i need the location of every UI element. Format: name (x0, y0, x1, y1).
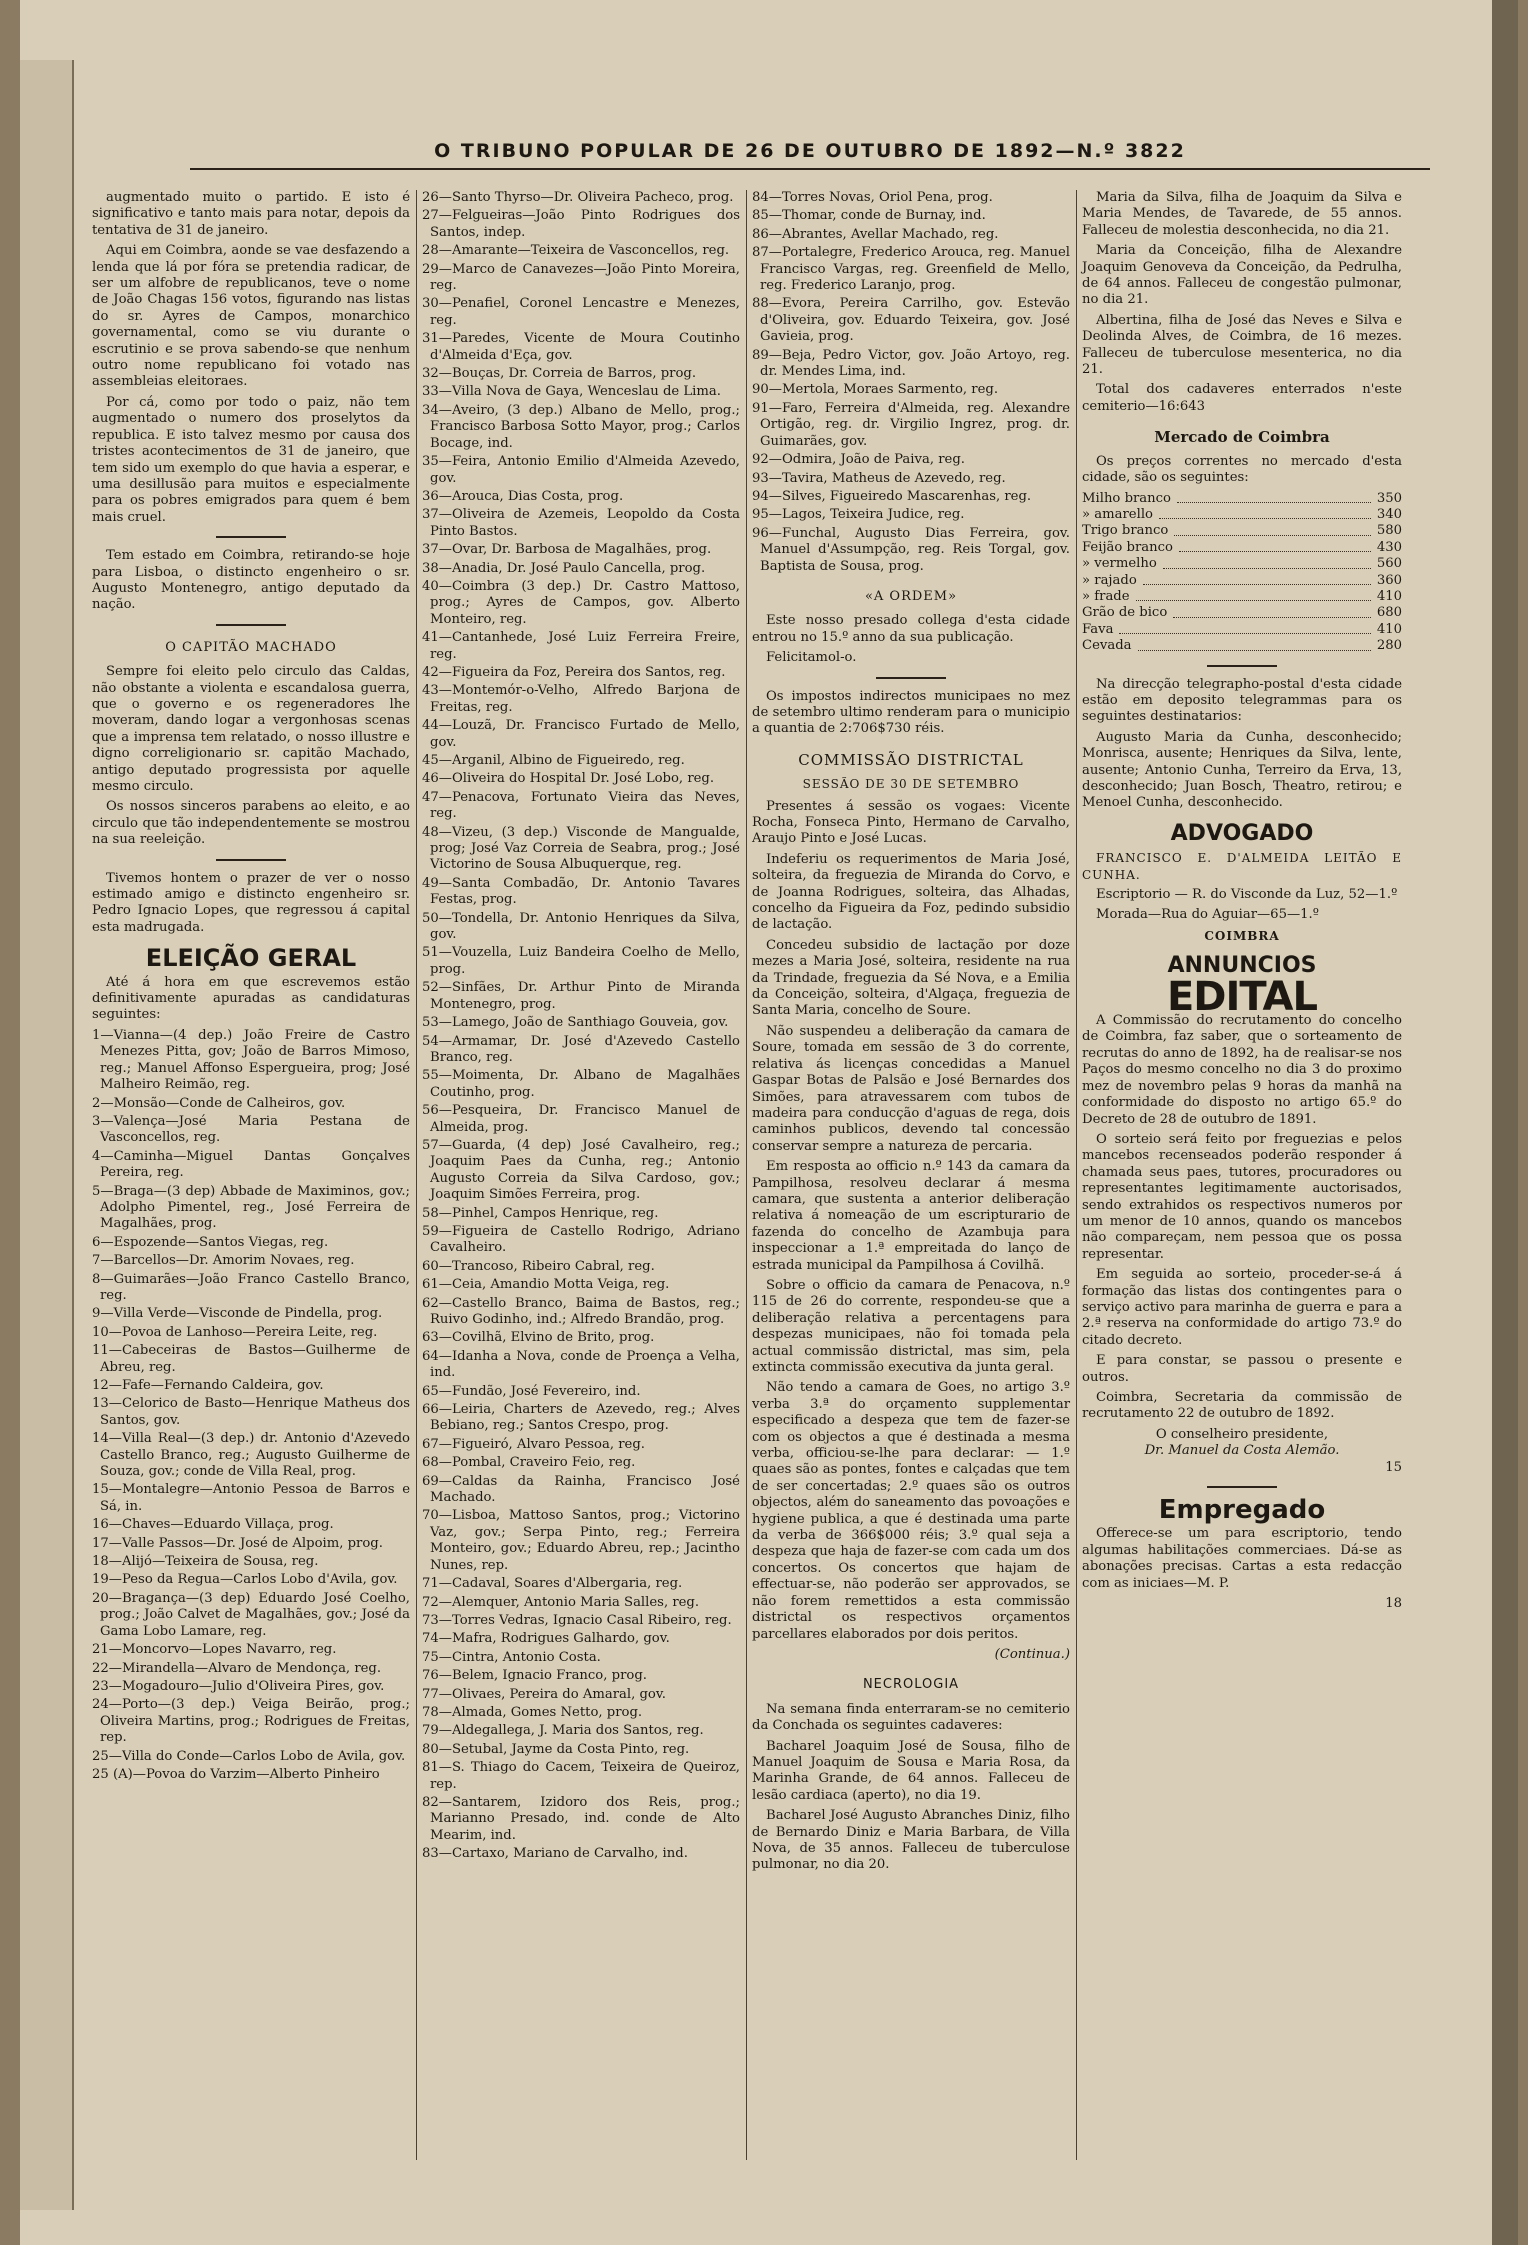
election-entry: 20—Bragança—(3 dep) Eduardo José Coelho, prog.; João Calvet de Magalhães, gov.; José da Gama Lobo Lamare, reg. (92, 1590, 410, 1639)
election-entry: 5—Braga—(3 dep) Abbade de Maximinos, gov.; Adolpho Pimentel, reg., José Ferreira de Magalhães, prog. (92, 1183, 410, 1232)
paragraph: Maria da Silva, filha de Joaquim da Silva e Maria Mendes, de Tavarede, de 55 annos. Falleceu de molestia desconhecida, no dia 21. (1082, 190, 1402, 238)
election-entry: 43—Montemór-o-Velho, Alfredo Barjona de Freitas, reg. (422, 683, 740, 715)
price-item: Milho branco (1082, 490, 1171, 506)
election-entry: 12—Fafe—Fernando Caldeira, gov. (92, 1378, 324, 1393)
election-entry: 73—Torres Vedras, Ignacio Casal Ribeiro, reg. (422, 1612, 732, 1628)
column-4 (1082, 190, 1402, 1612)
dot-leader (1143, 573, 1371, 585)
election-entry: 22—Mirandella—Alvaro de Mendonça, reg. (92, 1660, 382, 1676)
election-entry: 72—Alemquer, Antonio Maria Salles, reg. (422, 1594, 700, 1610)
price-row (1082, 491, 1402, 507)
adjacent-page-edge (20, 60, 74, 2210)
paragraph: Não tendo a camara de Goes, no artigo 3.º verba 3.ª do orçamento supplementar especificado a despeza que tem de fazer-se com os objectos a que é destinada a mesma verba, officiou-se-lhe para declarar: — 1.º quaes são as pontes, fontes e calçadas que tem de ser concertadas; 2.º quaes são os outros objectos, além do saneamento das povoações e hygiene publica, a que é destinada uma parte da verba de 366$000 réis; 3.º qual seja a despeza que haja de fazer-se com cada um dos concertos. Os concertos que hajam de effectuar-se, não poderão ser approvados, se não forem remettidos a esta commissão districtal os respectivos orçamentos parcellares elaborados por dois peritos. (752, 1380, 1070, 1642)
dot-leader (1138, 638, 1371, 650)
election-entry: 46—Oliveira do Hospital Dr. José Lobo, reg. (422, 771, 715, 787)
election-entry: 35—Feira, Antonio Emilio d'Almeida Azevedo, gov. (422, 454, 740, 486)
election-entry: 89—Beja, Pedro Victor, gov. João Artoyo, reg. dr. Mendes Lima, ind. (752, 347, 1070, 380)
masthead: O TRIBUNO POPULAR DE 26 DE OUTUBRO DE 1892—N.º 3822 (190, 140, 1430, 170)
heading-edital: EDITAL (1166, 973, 1318, 1020)
dot-leader (1173, 605, 1371, 617)
dot-leader (1136, 589, 1371, 601)
election-entry: 51—Vouzella, Luiz Bandeira Coelho de Mello, prog. (422, 945, 740, 977)
election-entry: 19—Peso da Regua—Carlos Lobo d'Avila, gov. (92, 1572, 398, 1588)
election-entry: 9—Villa Verde—Visconde de Pindella, prog. (92, 1306, 383, 1322)
election-entry: 56—Pesqueira, Dr. Francisco Manuel de Almeida, prog. (422, 1103, 740, 1135)
paragraph: Augusto Maria da Cunha, desconhecido; Monrisca, ausente; Henriques da Silva, lente, ausente; Antonio Cunha, Terreiro da Erva, 13, desconhecido; Juan Bosch, Theatro, retirou; e Menoel Cunha, desconhecido. (1082, 729, 1402, 811)
election-entry: 32—Bouças, Dr. Correia de Barros, prog. (422, 366, 697, 382)
election-entry: 31—Paredes, Vicente de Moura Coutinho d'Almeida d'Eça, gov. (422, 331, 740, 363)
election-entry: 13—Celorico de Basto—Henrique Matheus dos Santos, gov. (92, 1396, 410, 1428)
election-entry: 54—Armamar, Dr. José d'Azevedo Castello Branco, reg. (422, 1033, 740, 1065)
paragraph: Aqui em Coimbra, aonde se vae desfazendo a lenda que lá por fóra se pretendia radicar, de ser um alfobre de republicanos, teve o nome de João Chagas 156 votos, figurando nas listas do sr. Ayres de Campos, monarchico governamental, como se viu durante o escrutinio e se prova sabendo-se que nenhum outro nome republicano foi votado nas assembleias eleitoraes. (92, 243, 410, 390)
heading-advogado: ADVOGADO (1170, 820, 1314, 846)
paragraph: Concedeu subsidio de lactação por doze mezes a Maria José, solteira, residente na rua da Trindade, freguezia da Sé Nova, e a Emilia da Conceição, solteira, d'Algaça, freguezia de Santa Maria, concelho de Soure. (752, 937, 1070, 1019)
election-list (752, 190, 1070, 575)
election-entry: 17—Valle Passos—Dr. José de Alpoim, prog. (92, 1535, 383, 1551)
dot-leader (1159, 507, 1371, 519)
paragraph: augmentado muito o partido. E isto é significativo e tanto mais para notar, depois da tentativa de 31 de janeiro. (92, 190, 410, 238)
election-entry: 71—Cadaval, Soares d'Albergaria, reg. (422, 1576, 683, 1592)
election-entry: 24—Porto—(3 dep.) Veiga Beirão, prog.; Oliveira Martins, prog.; Rodrigues de Freitas, rep. (92, 1697, 410, 1746)
paragraph: Presentes á sessão os vogaes: Vicente Rocha, Fonseca Pinto, Hermano de Carvalho, Araujo Pinto e José Lucas. (752, 798, 1070, 847)
signature-name: Dr. Manuel da Costa Alemão. (1144, 1443, 1340, 1459)
election-entry: 95—Lagos, Teixeira Judice, reg. (752, 507, 965, 523)
election-entry: 41—Cantanhede, José Luiz Ferreira Freire, reg. (422, 630, 740, 662)
price-value: 350 (1376, 490, 1402, 506)
paragraph: Offerece-se um para escriptorio, tendo algumas habilitações commerciaes. Dá-se as abonações precisas. Cartas a esta redacção com as iniciaes—M. P. (1082, 1526, 1402, 1591)
election-entry: 93—Tavira, Matheus de Azevedo, reg. (752, 470, 1006, 486)
election-entry: 6—Espozende—Santos Viegas, reg. (92, 1234, 329, 1250)
dot-leader (1174, 523, 1371, 535)
election-list (422, 190, 740, 1863)
election-entry: 64—Idanha a Nova, conde de Proença a Velha, ind. (422, 1348, 740, 1381)
column-1 (92, 190, 410, 1785)
election-entry: 34—Aveiro, (3 dep.) Albano de Mello, prog.; Francisco Barbosa Sotto Mayor, prog.; Carlos Bocage, ind. (422, 402, 740, 451)
column-rule (1076, 190, 1077, 2160)
election-entry: 38—Anadia, Dr. José Paulo Cancella, prog. (422, 560, 706, 576)
price-item: Cevada (1082, 638, 1132, 654)
continua-note: (Continua.) (994, 1646, 1070, 1662)
election-entry: 1—Vianna—(4 dep.) João Freire de Castro Menezes Pitta, gov; João de Barros Mimoso, reg.; Manuel Affonso Espergueira, prog; José Malheiro Reimão, reg. (92, 1027, 410, 1093)
price-item: Feijão branco (1082, 539, 1173, 555)
price-row (1082, 638, 1402, 654)
election-entry: 63—Covilhã, Elvino de Brito, prog. (422, 1330, 655, 1346)
election-entry: 3—Valença—José Maria Pestana de Vasconcellos, reg. (92, 1113, 410, 1146)
paragraph: Na semana finda enterraram-se no cemiterio da Conchada os seguintes cadaveres: (752, 1701, 1070, 1734)
election-entry: 91—Faro, Ferreira d'Almeida, reg. Alexandre Ortigão, reg. dr. Virgilio Ingrez, prog. dr. Guimarães, gov. (752, 400, 1070, 449)
paragraph: Tivemos hontem o prazer de ver o nosso estimado amigo e distincto engenheiro sr. Pedro Ignacio Lopes, que regressou á capital esta madrugada. (92, 870, 410, 935)
newspaper-page (20, 0, 1518, 2245)
price-list (1082, 491, 1402, 655)
dot-leader (1119, 622, 1370, 634)
advogado-home: Morada—Rua do Aguiar—65—1.º (1096, 907, 1319, 923)
price-item: Trigo branco (1082, 523, 1169, 539)
binding-edge (1492, 0, 1518, 2245)
election-entry: 47—Penacova, Fortunato Vieira das Neves, reg. (422, 789, 740, 822)
election-entry: 27—Felgueiras—João Pinto Rodrigues dos Santos, indep. (422, 208, 740, 240)
election-entry: 78—Almada, Gomes Netto, prog. (422, 1704, 643, 1720)
paragraph: O sorteio será feito por freguezias e pelos mancebos recenseados poderão responder á chamada seus paes, tutores, procuradores ou representantes legitimamente auctorisados, sendo extrahidos os respectivos numeros por um menor de 10 annos, quando os mancebos não compareçam, nem pessoa que os possa representar. (1082, 1131, 1402, 1262)
paragraph: Sempre foi eleito pelo circulo das Caldas, não obstante a violenta e escandalosa guerra, que o governo e os regeneradores lhe moveram, dando logar a vergonhosas scenas que a imprensa tem relatado, o nosso illustre e digno correligionario sr. capitão Machado, antigo deputado progressista por aquelle mesmo circulo. (92, 664, 410, 794)
paragraph: Os preços correntes no mercado d'esta cidade, são os seguintes: (1082, 453, 1402, 486)
price-item: » vermelho (1082, 556, 1157, 572)
advogado-office: Escriptorio — R. do Visconde da Luz, 52—1.º (1096, 887, 1398, 903)
election-entry: 58—Pinhel, Campos Henrique, reg. (422, 1205, 659, 1221)
paragraph: Indeferiu os requerimentos de Maria José, solteira, da freguezia de Miranda do Corvo, e de Joanna Rodrigues, solteira, das Alhadas, concelho da Figueira da Foz, pedindo subsidio de lactação. (752, 851, 1070, 933)
election-entry: 80—Setubal, Jayme da Costa Pinto, reg. (422, 1741, 690, 1757)
price-value: 410 (1376, 588, 1402, 604)
election-entry: 70—Lisboa, Mattoso Santos, prog.; Victorino Vaz, gov.; Serpa Pinto, reg.; Ferreira Monteiro, gov.; Eduardo Abreu, rep.; Jacintho Nunes, rep. (422, 1508, 740, 1573)
heading-capitao-machado: O CAPITÃO MACHADO (165, 639, 337, 655)
election-entry: 67—Figueiró, Alvaro Pessoa, reg. (422, 1436, 645, 1452)
election-entry: 26—Santo Thyrso—Dr. Oliveira Pacheco, prog. (422, 190, 734, 205)
price-item: » rajado (1082, 572, 1137, 588)
election-entry: 10—Povoa de Lanhoso—Pereira Leite, reg. (92, 1324, 378, 1340)
election-entry: 42—Figueira da Foz, Pereira dos Santos, reg. (422, 664, 726, 680)
price-row (1082, 573, 1402, 589)
column-2 (422, 190, 740, 1865)
election-entry: 81—S. Thiago do Cacem, Teixeira de Queiroz, rep. (422, 1760, 740, 1792)
divider (1207, 665, 1277, 667)
election-entry: 29—Marco de Canavezes—João Pinto Moreira, reg. (422, 261, 740, 294)
election-entry: 77—Olivaes, Pereira do Amaral, gov. (422, 1686, 666, 1702)
election-entry: 44—Louzã, Dr. Francisco Furtado de Mello, gov. (422, 718, 740, 750)
election-entry: 37—Oliveira de Azemeis, Leopoldo da Costa Pinto Bastos. (422, 507, 740, 539)
divider (216, 859, 286, 861)
election-entry: 7—Barcellos—Dr. Amorim Novaes, reg. (92, 1253, 355, 1269)
paragraph: Felicitamol-o. (766, 650, 857, 666)
dot-leader (1177, 491, 1371, 503)
election-entry: 33—Villa Nova de Gaya, Wenceslau de Lima. (422, 384, 721, 400)
election-entry: 74—Mafra, Rodrigues Galhardo, gov. (422, 1631, 670, 1647)
election-entry: 23—Mogadouro—Julio d'Oliveira Pires, gov. (92, 1678, 385, 1694)
election-entry: 11—Cabeceiras de Bastos—Guilherme de Abreu, reg. (92, 1343, 410, 1375)
election-entry: 87—Portalegre, Frederico Arouca, reg. Manuel Francisco Vargas, reg. Greenfield de Mello, reg. Frederico Laranjo, prog. (752, 245, 1070, 294)
dot-leader (1163, 556, 1371, 568)
election-entry: 86—Abrantes, Avellar Machado, reg. (752, 226, 999, 242)
paragraph: Bacharel José Augusto Abranches Diniz, filho de Bernardo Diniz e Maria Barbara, de Villa Nova, de 35 annos. Falleceu de tuberculose pulmonar, no dia 20. (752, 1808, 1070, 1873)
divider (216, 624, 286, 626)
election-entry: 49—Santa Combadão, Dr. Antonio Tavares Festas, prog. (422, 875, 740, 908)
paragraph: Não suspendeu a deliberação da camara de Soure, tomada em sessão de 3 do corrente, relativa ás licenças concedidas a Manuel Gaspar Botas de Palsão e José Bernardes dos Simões, para atravessarem com tubos de madeira para conducção d'aguas de rega, dois caminhos publicos, devendo tal concessão conservar sempre a natureza de percaria. (752, 1023, 1070, 1154)
election-entry: 84—Torres Novas, Oriol Pena, prog. (752, 190, 993, 205)
column-rule (746, 190, 747, 2160)
election-entry: 40—Coimbra (3 dep.) Dr. Castro Mattoso, prog.; Ayres de Campos, gov. Alberto Monteiro, reg. (422, 578, 740, 627)
election-entry: 30—Penafiel, Coronel Lencastre e Menezes, reg. (422, 296, 740, 328)
price-value: 340 (1376, 506, 1402, 522)
column-rule (416, 190, 417, 2160)
election-entry: 68—Pombal, Craveiro Feio, reg. (422, 1455, 636, 1471)
heading-eleicao-geral: ELEIÇÃO GERAL (145, 944, 357, 973)
price-value: 560 (1376, 556, 1402, 572)
price-value: 410 (1376, 621, 1402, 637)
paragraph: Os nossos sinceros parabens ao eleito, e ao circulo que tão independentemente se mostrou na sua reeleição. (92, 799, 410, 848)
paragraph: A Commissão do recrutamento do concelho de Coimbra, faz saber, que o sorteamento de recrutas do anno de 1892, ha de realisar-se nos Paços do mesmo concelho no dia 3 do proximo mez de novembro pelas 9 horas da manhã na conformidade do disposto no artigo 65.º do Decreto de 28 de outubro de 1891. (1082, 1013, 1402, 1127)
heading-mercado: Mercado de Coimbra (1154, 428, 1330, 447)
election-entry: 66—Leiria, Charters de Azevedo, reg.; Alves Bebiano, reg.; Santos Crespo, prog. (422, 1402, 740, 1434)
election-entry: 8—Guimarães—João Franco Castello Branco, reg. (92, 1271, 410, 1303)
dot-leader (1179, 540, 1371, 552)
paragraph: Em seguida ao sorteio, proceder-se-á á formação das listas dos contingentes para o serviço activo para marinha de guerra e para a 2.ª reserva na conformidade do artigo 73.º do citado decreto. (1082, 1267, 1402, 1348)
paragraph: Bacharel Joaquim José de Sousa, filho de Manuel Joaquim de Sousa e Maria Rosa, da Marinha Grande, de 64 annos. Falleceu de lesão cardiaca (aperto), no dia 19. (752, 1738, 1070, 1803)
election-entry: 52—Sinfães, Dr. Arthur Pinto de Miranda Montenegro, prog. (422, 980, 740, 1012)
election-entry: 85—Thomar, conde de Burnay, ind. (752, 208, 986, 224)
price-value: 430 (1376, 539, 1402, 555)
price-row (1082, 605, 1402, 621)
price-value: 360 (1376, 572, 1402, 588)
election-entry: 79—Aldegallega, J. Maria dos Santos, reg. (422, 1723, 704, 1739)
election-entry: 65—Fundão, José Fevereiro, ind. (422, 1383, 641, 1399)
price-item: » amarello (1082, 506, 1153, 522)
ad-number: 15 (1385, 1459, 1402, 1475)
election-entry: 15—Montalegre—Antonio Pessoa de Barros e Sá, in. (92, 1482, 410, 1514)
paragraph: Na direcção telegrapho-postal d'esta cidade estão em deposito telegrammas para os seguintes destinatarios: (1082, 676, 1402, 725)
price-value: 680 (1376, 605, 1402, 621)
election-entry: 53—Lamego, João de Santhiago Gouveia, gov. (422, 1015, 729, 1031)
paragraph: Os impostos indirectos municipaes no mez de setembro ultimo renderam para o municipio a quantia de 2:706$730 réis. (752, 688, 1070, 737)
divider (216, 536, 286, 538)
election-entry: 14—Villa Real—(3 dep.) dr. Antonio d'Azevedo Castello Branco, reg.; Augusto Guilherme de Souza, gov.; conde de Villa Real, prog. (92, 1431, 410, 1480)
election-entry: 60—Trancoso, Ribeiro Cabral, reg. (422, 1258, 655, 1274)
election-entry: 2—Monsão—Conde de Calheiros, gov. (92, 1095, 346, 1111)
paragraph: Coimbra, Secretaria da commissão de recrutamento 22 de outubro de 1892. (1082, 1390, 1402, 1422)
price-row (1082, 540, 1402, 556)
election-entry: 36—Arouca, Dias Costa, prog. (422, 488, 624, 504)
election-entry: 83—Cartaxo, Mariano de Carvalho, ind. (422, 1846, 688, 1862)
paragraph: Total dos cadaveres enterrados n'este cemiterio—16:643 (1082, 382, 1402, 414)
election-entry: 50—Tondella, Dr. Antonio Henriques da Silva, gov. (422, 910, 740, 943)
election-entry: 92—Odmira, João de Paiva, reg. (752, 452, 965, 468)
election-entry: 25—Villa do Conde—Carlos Lobo de Avila, gov. (92, 1748, 406, 1764)
election-entry: 76—Belem, Ignacio Franco, prog. (422, 1668, 647, 1684)
price-item: Grão de bico (1082, 605, 1168, 621)
heading-necrologia: NECROLOGIA (862, 1677, 960, 1693)
signature-title: O conselheiro presidente, (1155, 1426, 1329, 1442)
election-entry: 21—Moncorvo—Lopes Navarro, reg. (92, 1642, 337, 1658)
election-entry: 96—Funchal, Augusto Dias Ferreira, gov. Manuel d'Assumpção, reg. Reis Torgal, gov. Baptista de Sousa, prog. (752, 525, 1070, 574)
election-entry: 59—Figueira de Castello Rodrigo, Adriano Cavalheiro. (422, 1223, 740, 1256)
paragraph: Até á hora em que escrevemos estão definitivamente apuradas as candidaturas seguintes: (92, 974, 410, 1023)
advogado-city: COIMBRA (1204, 928, 1280, 943)
election-entry: 90—Mertola, Moraes Sarmento, reg. (752, 382, 999, 398)
price-row (1082, 622, 1402, 638)
election-entry: 4—Caminha—Miguel Dantas Gonçalves Pereira, reg. (92, 1148, 410, 1181)
divider (876, 677, 946, 679)
paragraph: Sobre o officio da camara de Penacova, n.º 115 de 26 do corrente, respondeu-se que a deliberação relativa a percentagens para despezas municipaes, não foi tomada pela actual commissão districtal, mas sim, pela extincta commissão executiva da junta geral. (752, 1277, 1070, 1375)
election-entry: 45—Arganil, Albino de Figueiredo, reg. (422, 753, 685, 768)
election-entry: 55—Moimenta, Dr. Albano de Magalhães Coutinho, prog. (422, 1068, 740, 1100)
election-entry: 48—Vizeu, (3 dep.) Visconde de Mangualde, prog; José Vaz Correia de Seabra, prog.; José Victorino de Sousa Albuquerque, reg. (422, 824, 740, 873)
election-entry: 69—Caldas da Rainha, Francisco José Machado. (422, 1473, 740, 1506)
paragraph: Por cá, como por todo o paiz, não tem augmentado o numero dos proselytos da republica. E isto talvez mesmo por causa dos tristes acontecimentos de 31 de janeiro, que tem sido um exemplo do que havia a esperar, e uma desillusão para muitos e especialmente para os pobres emigrados para quem é bem mais cruel. (92, 394, 410, 525)
heading-annuncios: ANNUNCIOS (1167, 953, 1317, 979)
election-entry: 88—Evora, Pereira Carrilho, gov. Estevão d'Oliveira, gov. Eduardo Teixeira, gov. José Gavieia, prog. (752, 296, 1070, 345)
paragraph: Albertina, filha de José das Neves e Silva e Deolinda Alves, de Coimbra, de 16 mezes. Falleceu de tuberculose mesenterica, no dia 21. (1082, 312, 1402, 378)
ad-number: 18 (1385, 1596, 1402, 1612)
paragraph: Este nosso presado collega d'esta cidade entrou no 15.º anno da sua publicação. (752, 613, 1070, 645)
election-entry: 28—Amarante—Teixeira de Vasconcellos, reg. (422, 243, 730, 259)
price-value: 580 (1376, 523, 1402, 539)
election-entry: 62—Castello Branco, Baima de Bastos, reg.; Ruivo Godinho, ind.; Alfredo Brandão, prog. (422, 1295, 740, 1327)
election-entry: 25 (A)—Povoa do Varzim—Alberto Pinheiro (92, 1766, 380, 1782)
heading-commissao-districtal: COMMISSÃO DISTRICTAL (798, 750, 1024, 769)
paragraph: Maria da Conceição, filha de Alexandre Joaquim Genoveva da Conceição, da Pedrulha, de 64 annos. Falleceu de congestão pulmonar, no dia 21. (1082, 243, 1402, 308)
divider (1207, 1486, 1277, 1488)
price-item: Fava (1082, 621, 1114, 637)
paragraph: E para constar, se passou o presente e outros. (1082, 1353, 1402, 1385)
price-row (1082, 507, 1402, 523)
price-row (1082, 523, 1402, 539)
election-entry: 94—Silves, Figueiredo Mascarenhas, reg. (752, 488, 1032, 504)
election-entry: 61—Ceia, Amandio Motta Veiga, reg. (422, 1277, 670, 1293)
paragraph: Tem estado em Coimbra, retirando-se hoje para Lisboa, o distincto engenheiro o sr. Augusto Montenegro, antigo deputado da nação. (92, 548, 410, 613)
heading-empregado: Empregado (1158, 1495, 1326, 1526)
election-entry: 16—Chaves—Eduardo Villaça, prog. (92, 1517, 334, 1533)
election-entry: 37—Ovar, Dr. Barbosa de Magalhães, prog. (422, 542, 712, 558)
heading-a-ordem: «A ORDEM» (864, 588, 958, 604)
advogado-name: FRANCISCO E. D'ALMEIDA LEITÃO E CUNHA. (1082, 851, 1402, 882)
election-entry: 57—Guarda, (4 dep) José Cavalheiro, reg.; Joaquim Paes da Cunha, reg.; Antonio Augusto Correia da Silva Cardoso, gov.; Joaquim Simões Ferreira, prog. (422, 1137, 740, 1203)
price-row (1082, 556, 1402, 572)
election-entry: 75—Cintra, Antonio Costa. (422, 1649, 601, 1665)
election-entry: 82—Santarem, Izidoro dos Reis, prog.; Marianno Presado, ind. conde de Alto Mearim, ind. (422, 1794, 740, 1843)
price-value: 280 (1376, 638, 1402, 654)
price-row (1082, 589, 1402, 605)
subheading-sessao: SESSÃO DE 30 DE SETEMBRO (802, 777, 1020, 792)
price-item: » frade (1082, 588, 1130, 604)
election-list (92, 1028, 410, 1783)
election-entry: 18—Alijó—Teixeira de Sousa, reg. (92, 1554, 319, 1570)
column-3 (752, 190, 1070, 1878)
paragraph: Em resposta ao officio n.º 143 da camara da Pampilhosa, resolveu declarar á mesma camara, que sustenta a anterior deliberação relativa á nomeação de um escripturario de fazenda do concelho de Azambuja para inspeccionar a 1.ª empreitada do lanço de estrada municipal da Pampilhosa á Covilhã. (752, 1159, 1070, 1273)
